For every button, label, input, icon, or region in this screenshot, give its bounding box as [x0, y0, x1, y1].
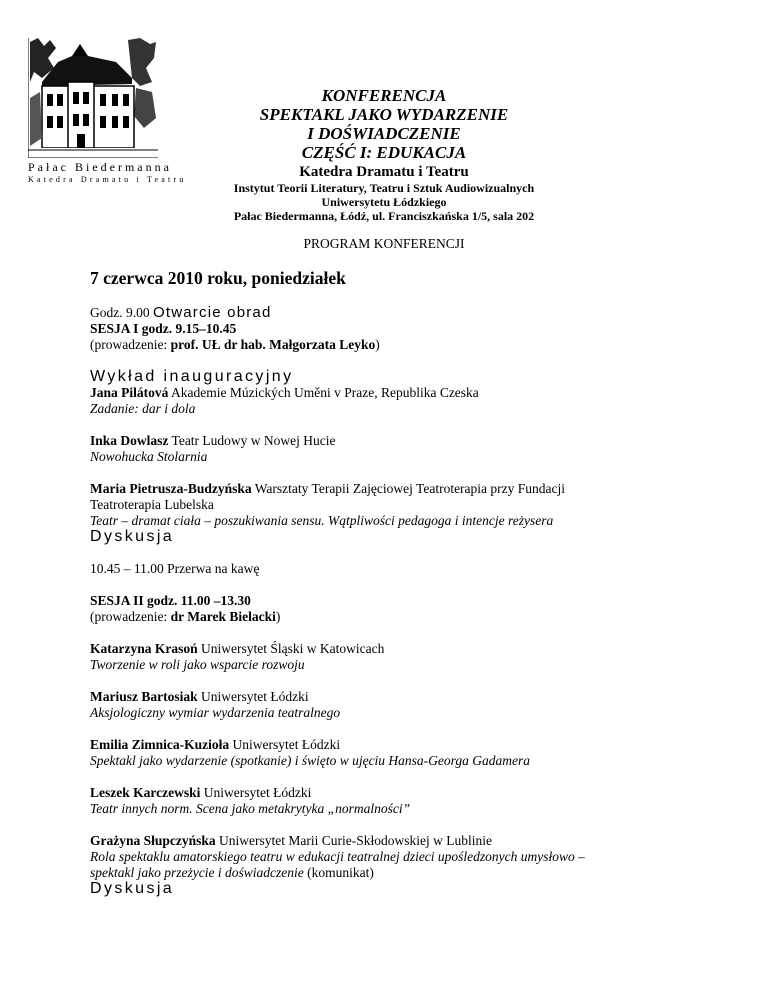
chair-suffix: ) — [375, 337, 380, 352]
speaker-name: Inka Dowlasz — [90, 433, 169, 448]
coffee-break: 10.45 – 11.00 Przerwa na kawę — [90, 561, 260, 576]
speaker-affiliation: Uniwersytet Łódzki — [229, 737, 341, 752]
chair-prefix: (prowadzenie: — [90, 337, 171, 352]
talk-krason — [90, 641, 730, 673]
speaker-affiliation: Uniwersytet Łódzki — [200, 785, 312, 800]
talk-title: Teatr – dramat ciała – poszukiwania sensu. Wątpliwości pedagoga i intencje reżysera — [90, 513, 554, 528]
logo-name: Pałac Biedermanna — [28, 160, 172, 174]
lecture-label: Wykład inauguracyjny — [90, 368, 294, 385]
talk-title: Spektakl jako wydarzenie (spotkanie) i święto w ujęciu Hansa-Georga Gadamera — [90, 753, 531, 768]
talk-title: Teatr innych norm. Scena jako metakrytyka „normalności” — [90, 801, 411, 816]
talk-title: Zadanie: dar i dola — [90, 401, 196, 416]
opening-time: Godz. 9.00 — [90, 305, 150, 320]
speaker-name: Katarzyna Krasoń — [90, 641, 198, 656]
chair-prefix: (prowadzenie: — [90, 609, 171, 624]
talk-slupczynska — [90, 833, 730, 897]
program-body — [90, 268, 730, 913]
discussion-label: Dyskusja — [90, 880, 175, 897]
logo-subtitle: Katedra Dramatu i Teatru — [28, 175, 187, 184]
conference-title-line-3: I DOŚWIADCZENIE — [307, 124, 461, 143]
speaker-name: Maria Pietrusza-Budzyńska — [90, 481, 252, 496]
session-1-block — [90, 305, 730, 353]
talk-speaker-line — [90, 385, 730, 401]
speaker-name: Leszek Karczewski — [90, 785, 201, 800]
talk-speaker-line — [90, 737, 730, 753]
program-heading: PROGRAM KONFERENCJI — [303, 236, 465, 251]
talk-speaker-line — [90, 481, 730, 497]
talk-pilatova — [90, 369, 730, 417]
conference-title-line-2: SPEKTAKL JAKO WYDARZENIE — [259, 105, 509, 124]
talk-speaker-line — [90, 833, 730, 849]
institute: Instytut Teorii Literatury, Teatru i Sztuk Audiowizualnych — [233, 181, 535, 195]
talk-speaker-line — [90, 433, 730, 449]
speaker-affiliation: Warsztaty Terapii Zajęciowej Teatroterapia przy Fundacji — [251, 481, 566, 496]
talk-zimnica — [90, 737, 730, 769]
speaker-affiliation: Uniwersytet Marii Curie-Skłodowskiej w Lublinie — [215, 833, 492, 848]
chair-name: dr Marek Bielacki — [170, 609, 276, 624]
talk-pietrusza — [90, 481, 730, 545]
discussion-label: Dyskusja — [90, 528, 175, 545]
talk-speaker-line — [90, 641, 730, 657]
session-2-block — [90, 593, 730, 625]
speaker-affiliation: Teatr Ludowy w Nowej Hucie — [168, 433, 336, 448]
conference-title-line-4: CZĘŚĆ I: EDUKACJA — [301, 143, 467, 162]
talk-title: Tworzenie w roli jako wsparcie rozwoju — [90, 657, 305, 672]
talk-title-line-2-wrap — [90, 865, 730, 881]
session-1-title: SESJA I godz. 9.15–10.45 — [90, 321, 237, 336]
speaker-affiliation-cont: Teatroterapia Lubelska — [90, 497, 214, 512]
opening-line — [90, 305, 730, 321]
chair-suffix: ) — [275, 609, 281, 624]
talk-karczewski — [90, 785, 730, 817]
speaker-affiliation: Uniwersytet Łódzki — [197, 689, 309, 704]
talk-title-line-1: Rola spektaklu amatorskiego teatru w edukacji teatralnej dzieci upośledzonych umysłowo – — [90, 849, 585, 864]
speaker-name: Jana Pilátová — [90, 385, 169, 400]
session-2-title: SESJA II godz. 11.00 –13.30 — [90, 593, 251, 608]
conference-header — [0, 86, 768, 223]
chair-name: prof. UŁ dr hab. Małgorzata Leyko — [170, 337, 376, 352]
conference-date: 7 czerwca 2010 roku, poniedziałek — [90, 268, 346, 288]
session-2-chair — [90, 609, 730, 625]
opening-label: Otwarcie obrad — [153, 304, 272, 321]
talk-bartosiak — [90, 689, 730, 721]
talk-title: Nowohucka Stolarnia — [90, 449, 208, 464]
department: Katedra Dramatu i Teatru — [299, 164, 469, 180]
university: Uniwersytetu Łódzkiego — [321, 195, 447, 209]
speaker-name: Mariusz Bartosiak — [90, 689, 198, 704]
speaker-affiliation: Uniwersytet Śląski w Katowicach — [197, 641, 385, 656]
speaker-name: Emilia Zimnica-Kuzioła — [90, 737, 230, 752]
venue: Pałac Biedermanna, Łódź, ul. Franciszkańska 1/5, sala 202 — [233, 209, 535, 223]
talk-title-line-2: spektakl jako przeżycie i doświadczenie — [90, 865, 304, 880]
conference-title-line-1: KONFERENCJA — [321, 86, 447, 105]
session-1-chair — [90, 337, 730, 353]
talk-title: Aksjologiczny wymiar wydarzenia teatralnego — [90, 705, 341, 720]
talk-dowlasz — [90, 433, 730, 465]
speaker-name: Grażyna Słupczyńska — [90, 833, 216, 848]
talk-speaker-line — [90, 689, 730, 705]
talk-speaker-line — [90, 785, 730, 801]
speaker-affiliation: Akademie Múzických Uměni v Praze, Republika Czeska — [168, 385, 479, 400]
talk-note: (komunikat) — [303, 865, 374, 880]
